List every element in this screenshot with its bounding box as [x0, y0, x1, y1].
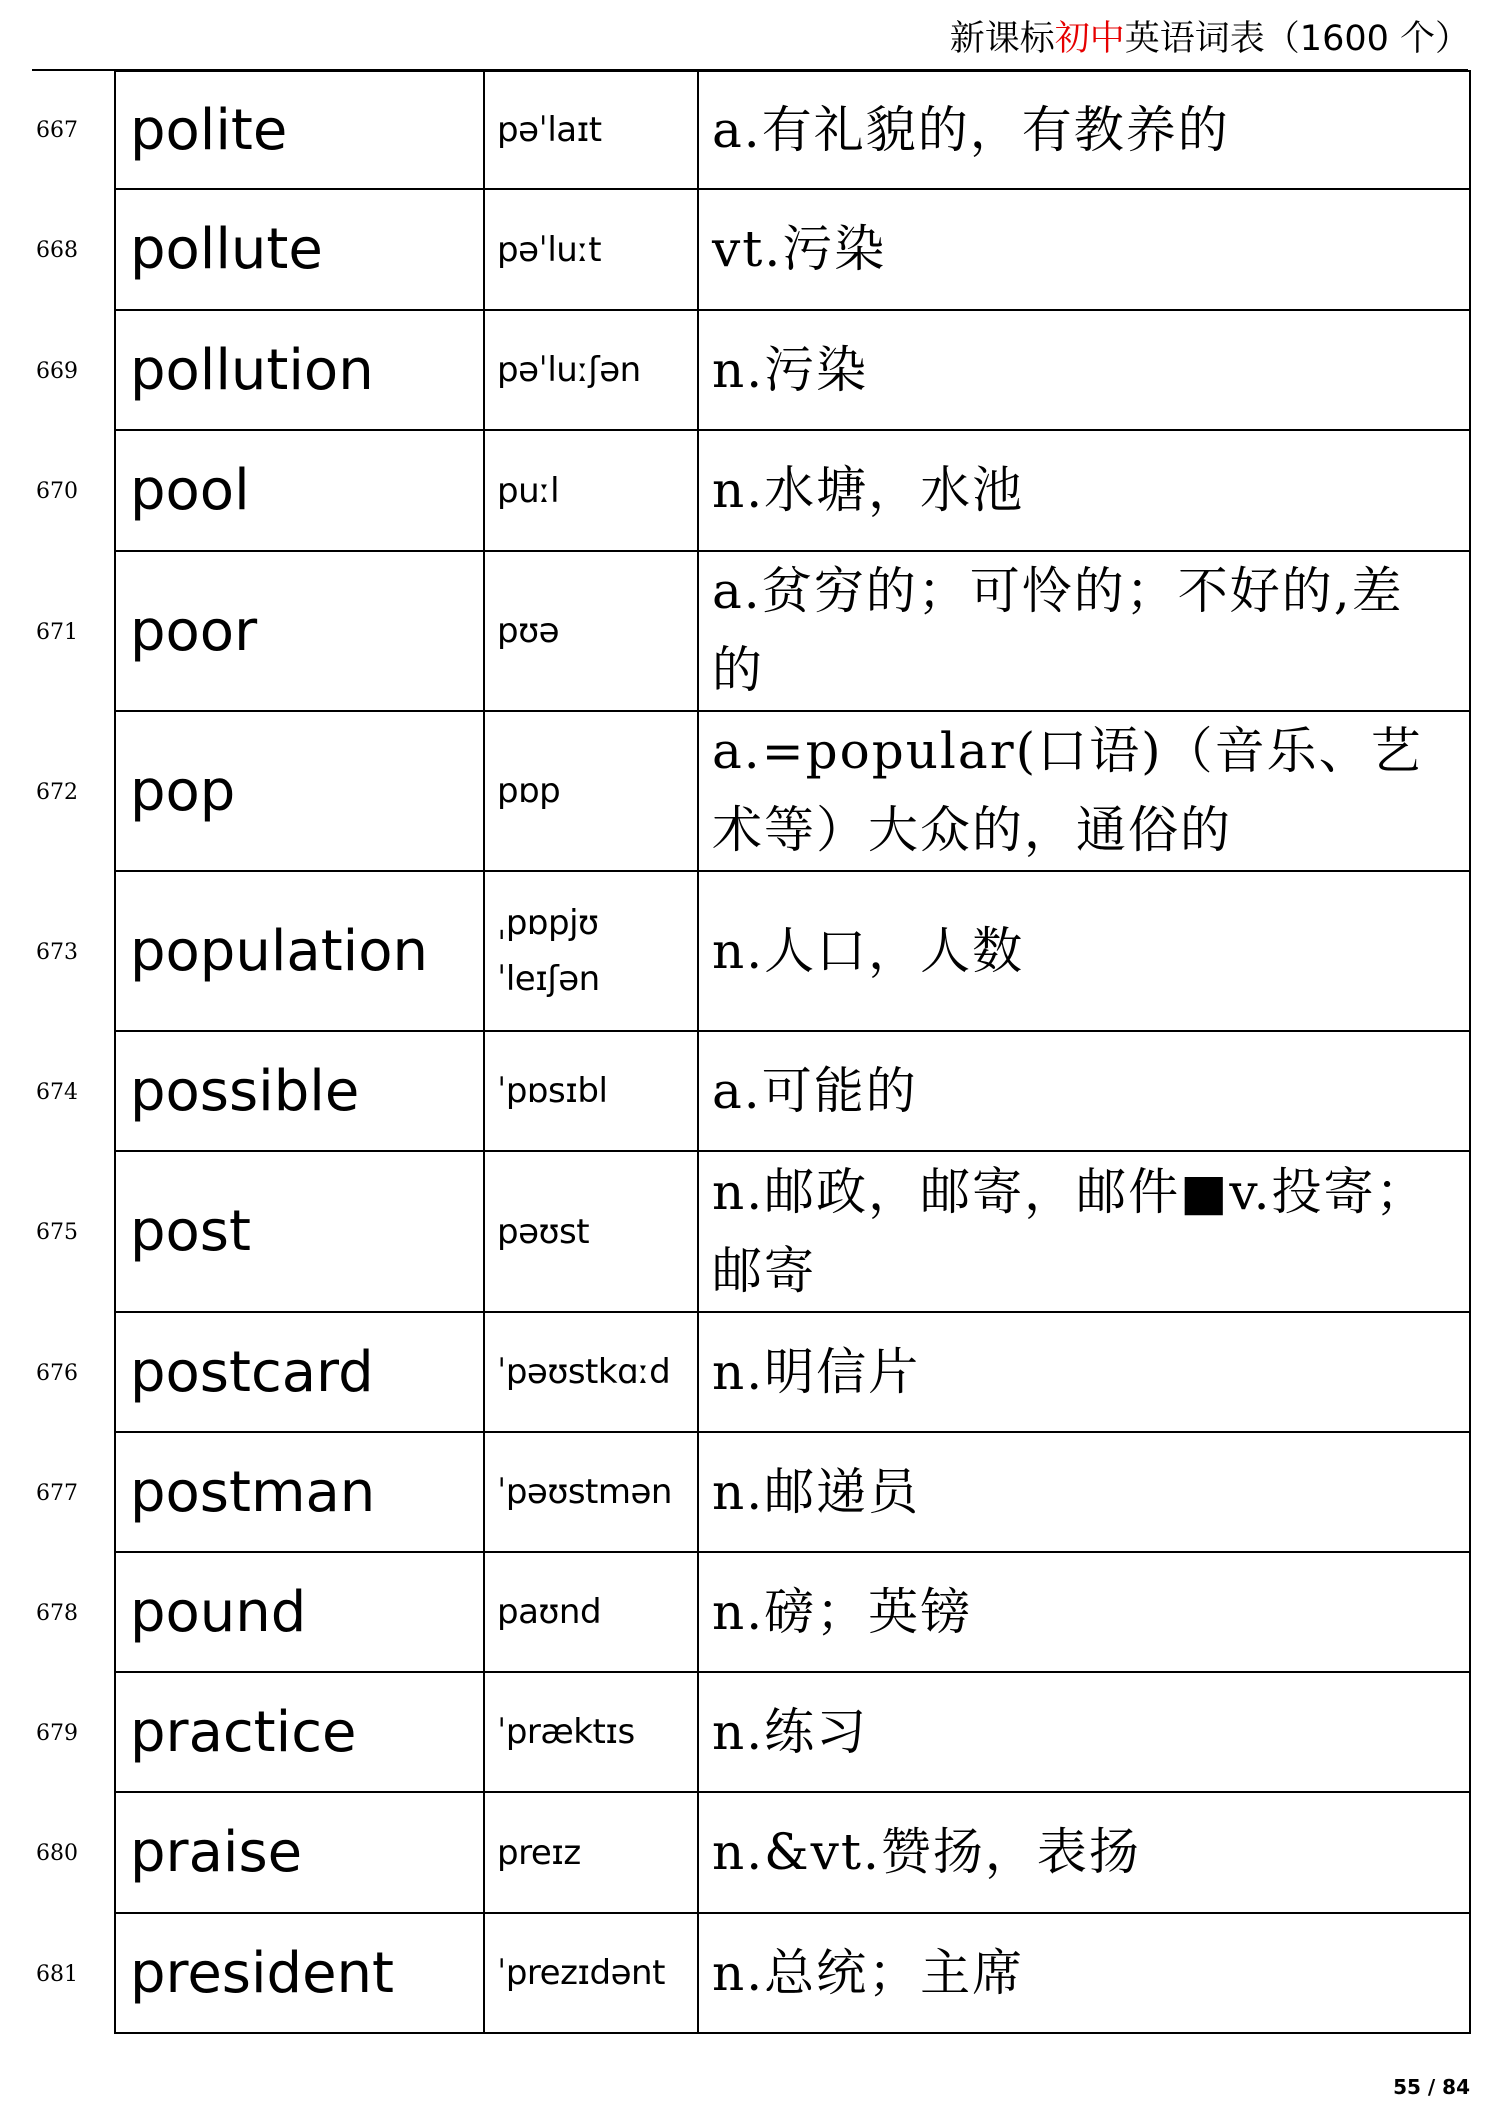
entry-word: poor [114, 552, 485, 712]
entry-word: president [114, 1914, 485, 2034]
table-row [0, 1793, 1500, 1914]
entry-word: postman [114, 1433, 485, 1553]
table-row [0, 552, 1500, 712]
entry-number: 671 [36, 619, 78, 645]
entry-number: 674 [36, 1079, 78, 1105]
header-title-highlight: 初中 [1054, 19, 1125, 59]
table-row [0, 70, 1500, 190]
entry-number: 668 [36, 238, 78, 263]
header-title-suffix: 英语词表（1600 个） [1124, 19, 1470, 59]
entry-word: pool [114, 431, 485, 552]
entry-phonetic: puːl [485, 431, 699, 552]
table-row [0, 1152, 1500, 1313]
entry-number: 667 [36, 117, 78, 143]
entry-definition: n.邮递员 [699, 1433, 1471, 1553]
entry-word: pollute [114, 190, 485, 311]
entry-number: 677 [36, 1480, 78, 1506]
entry-phonetic: ˈpræktɪs [485, 1673, 699, 1793]
entry-number: 678 [36, 1600, 78, 1626]
entry-definition: n.&vt.赞扬，表扬 [699, 1793, 1471, 1914]
table-row [0, 1914, 1500, 2034]
entry-definition: a.=popular(口语)（音乐、艺术等）大众的，通俗的 [699, 712, 1471, 872]
page-header-title [950, 16, 1470, 62]
entry-number: 673 [36, 939, 78, 965]
entry-number: 670 [36, 479, 78, 504]
entry-definition: a.贫穷的；可怜的；不好的,差的 [699, 552, 1471, 712]
table-row [0, 1433, 1500, 1553]
vocabulary-table [0, 70, 1500, 2034]
table-row [0, 190, 1500, 311]
table-row [0, 1553, 1500, 1673]
entry-word: population [114, 872, 485, 1032]
entry-word: possible [114, 1032, 485, 1152]
entry-number: 669 [36, 358, 78, 384]
entry-phonetic: pəʊst [485, 1152, 699, 1313]
page-number: 55 / 84 [1393, 2075, 1470, 2099]
entry-number: 675 [36, 1220, 78, 1245]
table-row [0, 872, 1500, 1032]
entry-definition: a.有礼貌的，有教养的 [699, 70, 1471, 190]
entry-word: praise [114, 1793, 485, 1914]
entry-number: 672 [36, 779, 78, 805]
entry-word: pollution [114, 311, 485, 431]
entry-phonetic: ˌpɒpjʊˈleɪʃən [485, 872, 699, 1032]
entry-word: polite [114, 70, 485, 190]
entry-definition: n.污染 [699, 311, 1471, 431]
entry-definition: vt.污染 [699, 190, 1471, 311]
entry-phonetic: ˈpəʊstmən [485, 1433, 699, 1553]
entry-number: 676 [36, 1360, 78, 1386]
entry-number: 681 [36, 1961, 78, 1987]
entry-definition: a.可能的 [699, 1032, 1471, 1152]
entry-definition: n.明信片 [699, 1313, 1471, 1433]
entry-definition: n.水塘，水池 [699, 431, 1471, 552]
entry-phonetic: paʊnd [485, 1553, 699, 1673]
entry-number: 679 [36, 1720, 78, 1746]
entry-definition: n.人口，人数 [699, 872, 1471, 1032]
header-title-prefix: 新课标 [949, 19, 1055, 59]
entry-phonetic: pəˈlaɪt [485, 70, 699, 190]
table-row [0, 1673, 1500, 1793]
table-row [0, 431, 1500, 552]
entry-definition: n.总统；主席 [699, 1914, 1471, 2034]
entry-phonetic: ˈprezɪdənt [485, 1914, 699, 2034]
entry-word: practice [114, 1673, 485, 1793]
entry-number: 680 [36, 1841, 78, 1866]
entry-phonetic: pəˈluːʃən [485, 311, 699, 431]
entry-phonetic: ˈpɒsɪbl [485, 1032, 699, 1152]
entry-phonetic: preɪz [485, 1793, 699, 1914]
entry-phonetic: pəˈluːt [485, 190, 699, 311]
entry-definition: n.邮政，邮寄，邮件■v.投寄；邮寄 [699, 1152, 1471, 1313]
entry-phonetic: ˈpəʊstkɑːd [485, 1313, 699, 1433]
entry-definition: n.磅；英镑 [699, 1553, 1471, 1673]
entry-word: postcard [114, 1313, 485, 1433]
table-row [0, 712, 1500, 872]
entry-word: pound [114, 1553, 485, 1673]
table-row [0, 1032, 1500, 1152]
entry-word: pop [114, 712, 485, 872]
entry-definition: n.练习 [699, 1673, 1471, 1793]
table-row [0, 311, 1500, 431]
entry-phonetic: pʊə [485, 552, 699, 712]
table-row [0, 1313, 1500, 1433]
entry-phonetic: pɒp [485, 712, 699, 872]
entry-word: post [114, 1152, 485, 1313]
